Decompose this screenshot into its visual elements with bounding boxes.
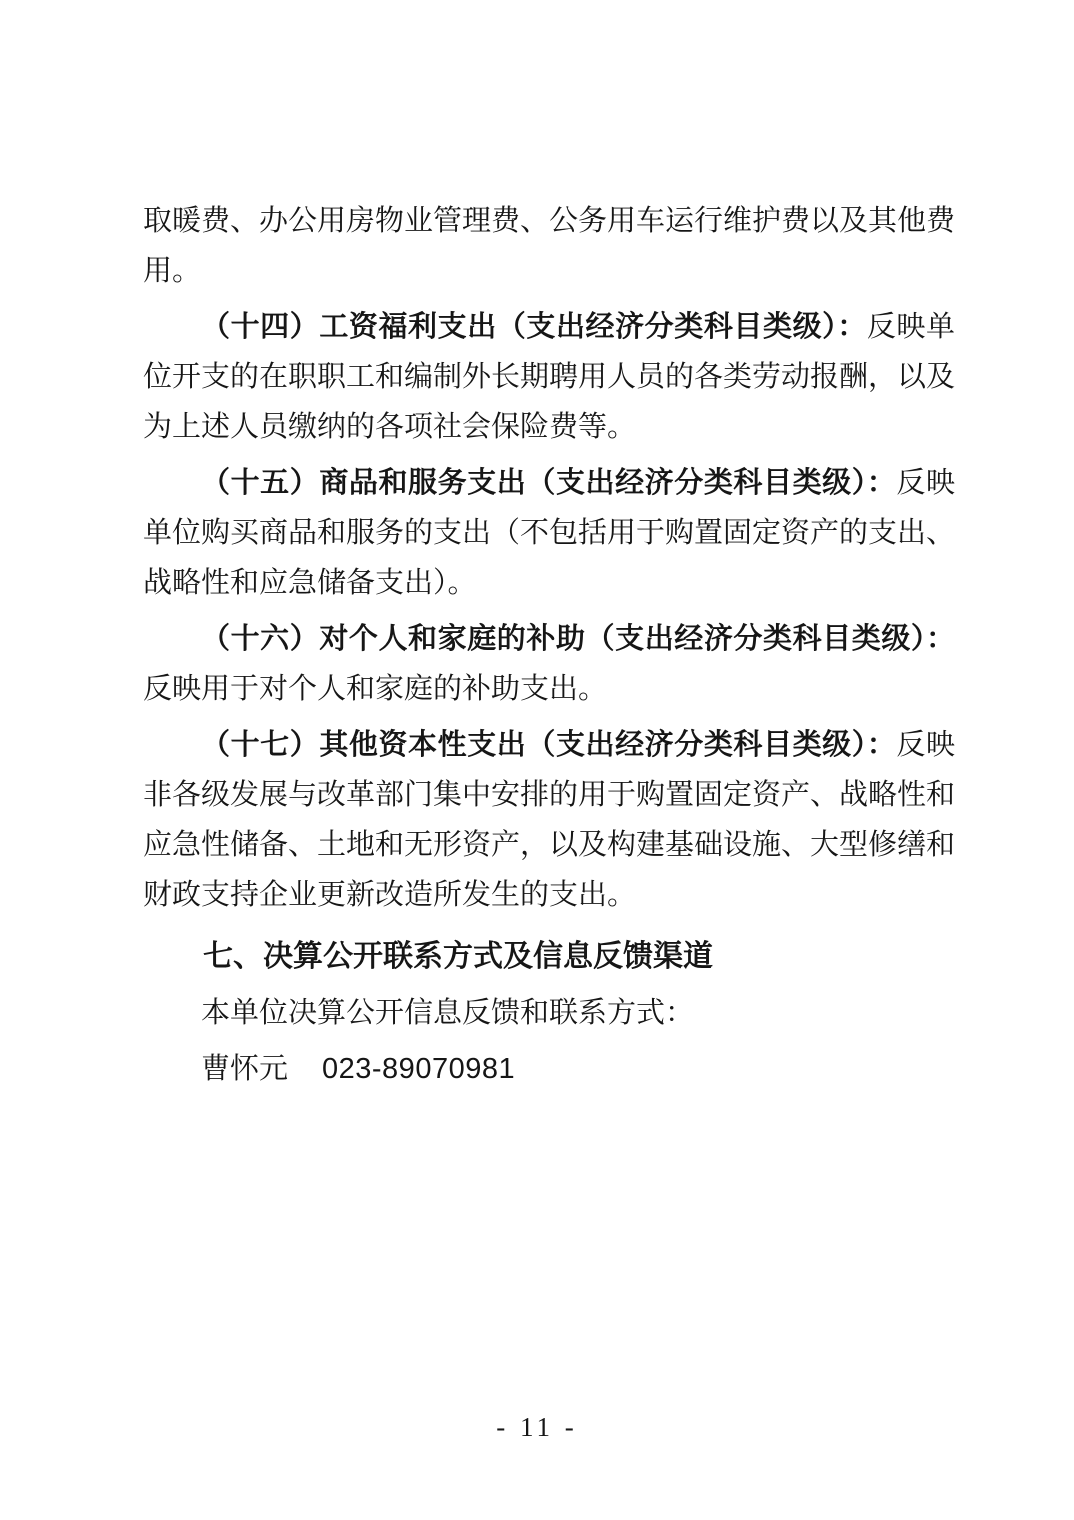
paragraph-lead: （十五）商品和服务支出（支出经济分类科目类级）：: [201, 467, 897, 499]
paragraph-text: 反映非各级发展与改革部门集中安排的用于购置固定资产、战略性和应急性储备、土地和无形资产，以及构建基础设施、大型修缮和财政支持企业更新改造所发生的支出。: [143, 729, 956, 911]
contact-name: 曹怀元: [201, 1053, 289, 1085]
section-heading: 七、决算公开联系方式及信息反馈渠道: [203, 940, 713, 973]
paragraph-lead: （十七）其他资本性支出（支出经济分类科目类级）：: [201, 729, 897, 761]
contact-intro: 本单位决算公开信息反馈和联系方式：: [201, 997, 695, 1029]
body-paragraph-15: [143, 458, 955, 608]
body-paragraph-continuation: [143, 196, 955, 296]
paragraph-lead: （十六）对个人和家庭的补助（支出经济分类科目类级）：: [201, 623, 955, 655]
paragraph-lead: （十四）工资福利支出（支出经济分类科目类级）：: [201, 311, 867, 343]
paragraph-text: 取暖费、办公用房物业管理费、公务用车运行维护费以及其他费用。: [143, 205, 956, 287]
paragraph-text: 反映单位开支的在职职工和编制外长期聘用人员的各类劳动报酬，以及为上述人员缴纳的各项社会保险费等。: [143, 311, 956, 443]
page-number: - 11 -: [496, 1412, 578, 1442]
contact-row: [143, 1044, 955, 1094]
body-paragraph-14: [143, 302, 955, 452]
body-paragraph-16: [143, 614, 955, 714]
document-body: [143, 196, 955, 1094]
paragraph-text: 反映用于对个人和家庭的补助支出。: [143, 673, 608, 705]
paragraph-text: 反映单位购买商品和服务的支出（不包括用于购置固定资产的支出、战略性和应急储备支出）。: [143, 467, 956, 599]
body-paragraph-17: [143, 720, 955, 920]
contact-phone: 023-89070981: [322, 1053, 516, 1085]
